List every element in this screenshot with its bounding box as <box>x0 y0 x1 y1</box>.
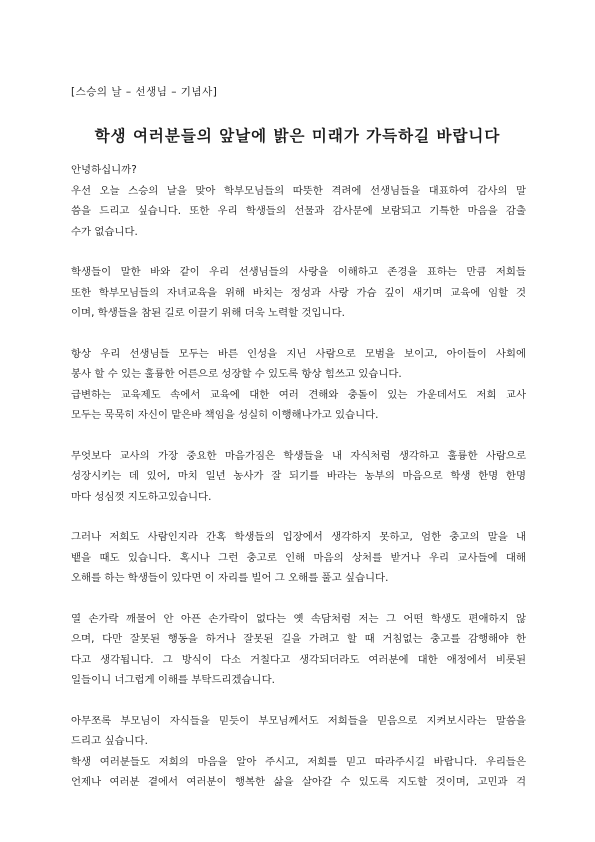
text-line: 수가 없습니다. <box>71 225 138 238</box>
text-line: 성장시키는 데 있어, 마치 일년 농사가 잘 되기를 바라는 농부의 마음으로 학생 한명 한명 <box>71 470 526 482</box>
text-line: 마다 성심껏 지도하고있습니다. <box>71 490 212 503</box>
text-line: 학생들이 말한 바와 같이 우리 선생님들의 사랑을 이해하고 존경을 표하는 만큼 저희들 <box>71 266 526 278</box>
text-line: 언제나 여러분 곁에서 여러분이 행복한 삶을 살아갈 수 있도록 지도할 것이며, 고민과 걱 <box>71 776 526 788</box>
text-line: 급변하는 교육제도 속에서 교육에 대한 여러 견해와 충돌이 있는 가운데서도 저희 교사 <box>71 388 526 401</box>
text-line: 무엇보다 교사의 가장 중요한 마음가짐은 학생들을 내 자식처럼 생각하고 훌륭한 사람으로 <box>71 449 526 462</box>
text-line: 드리고 싶습니다. <box>71 735 148 747</box>
paragraph <box>71 711 526 793</box>
text-line: 우선 오늘 스승의 날을 맞아 학부모님들의 따뜻한 격려에 선생님들을 대표하여 감사의 말 <box>71 184 526 197</box>
text-line: 또한 학부모님들의 자녀교육을 위해 바치는 정성과 사랑 가슴 깊이 새기며 교육에 임할 것 <box>71 286 526 299</box>
paragraph <box>71 160 526 242</box>
header-tag: [스승의 날 – 선생님 – 기념사] <box>71 86 218 98</box>
body-text <box>71 160 526 793</box>
text-line: 뱉을 때도 있습니다. 혹시나 그런 충고로 인해 마음의 상처를 받거나 우리 교사들에 대해 <box>71 551 526 564</box>
paragraph-gap <box>71 691 526 711</box>
text-line: 봉사 할 수 있는 훌륭한 어른으로 성장할 수 있도록 항상 힘쓰고 있습니다. <box>71 368 402 380</box>
text-line: 모두는 묵묵히 자신이 맡은바 책임을 성실히 이행해나가고 있습니다. <box>71 409 379 421</box>
page-title: 학생 여러분들의 앞날에 밝은 미래가 가득하길 바랍니다 <box>94 127 501 145</box>
paragraph <box>71 344 526 426</box>
paragraph-gap <box>71 589 526 609</box>
paragraph <box>71 262 526 324</box>
paragraph-gap <box>71 426 526 446</box>
paragraph-gap <box>71 507 526 527</box>
text-line: 항상 우리 선생님들 모두는 바른 인성을 지닌 사람으로 모범을 보이고, 아이들이 사회에 <box>71 347 526 360</box>
text-line: 씀을 드리고 싶습니다. 또한 우리 학생들의 선물과 감사문에 보람되고 기특한 마음을 감출 <box>71 205 526 217</box>
text-line: 다고 생각됩니다. 그 방식이 다소 거칠다고 생각되더라도 여러분에 대한 애정에서 비롯된 <box>71 653 526 666</box>
text-line: 그러나 저희도 사람인지라 간혹 학생들의 입장에서 생각하지 못하고, 엄한 충고의 말을 내 <box>71 531 526 543</box>
paragraph <box>71 609 526 691</box>
text-line: 이며, 학생들을 참된 길로 이끌기 위해 더욱 노력할 것입니다. <box>71 307 345 319</box>
paragraph-gap <box>71 324 526 344</box>
text-line: 으며, 다만 잘못된 행동을 하거나 잘못된 길을 가려고 할 때 거침없는 충고를 감행해야 한 <box>71 633 526 645</box>
paragraph <box>71 446 526 508</box>
text-line: 안녕하십니까? <box>71 164 137 176</box>
text-line: 오해를 하는 학생들이 있다면 이 자리를 빌어 그 오해를 풀고 싶습니다. <box>71 572 389 584</box>
text-line: 아무쪼록 부모님이 자식들을 믿듯이 부모님께서도 저희들을 믿음으로 지켜보시라는 말씀을 <box>71 714 526 727</box>
paragraph-gap <box>71 242 526 262</box>
text-line: 일들이니 너그럽게 이해를 부탁드리겠습니다. <box>71 674 275 686</box>
text-line: 학생 여러분들도 저희의 마음을 알아 주시고, 저희를 믿고 따라주시길 바랍니다. 우리들은 <box>71 755 526 768</box>
text-line: 열 손가락 깨물어 안 아픈 손가락이 없다는 옛 속담처럼 저는 그 어떤 학생도 편애하지 않 <box>71 612 526 625</box>
paragraph <box>71 527 526 589</box>
